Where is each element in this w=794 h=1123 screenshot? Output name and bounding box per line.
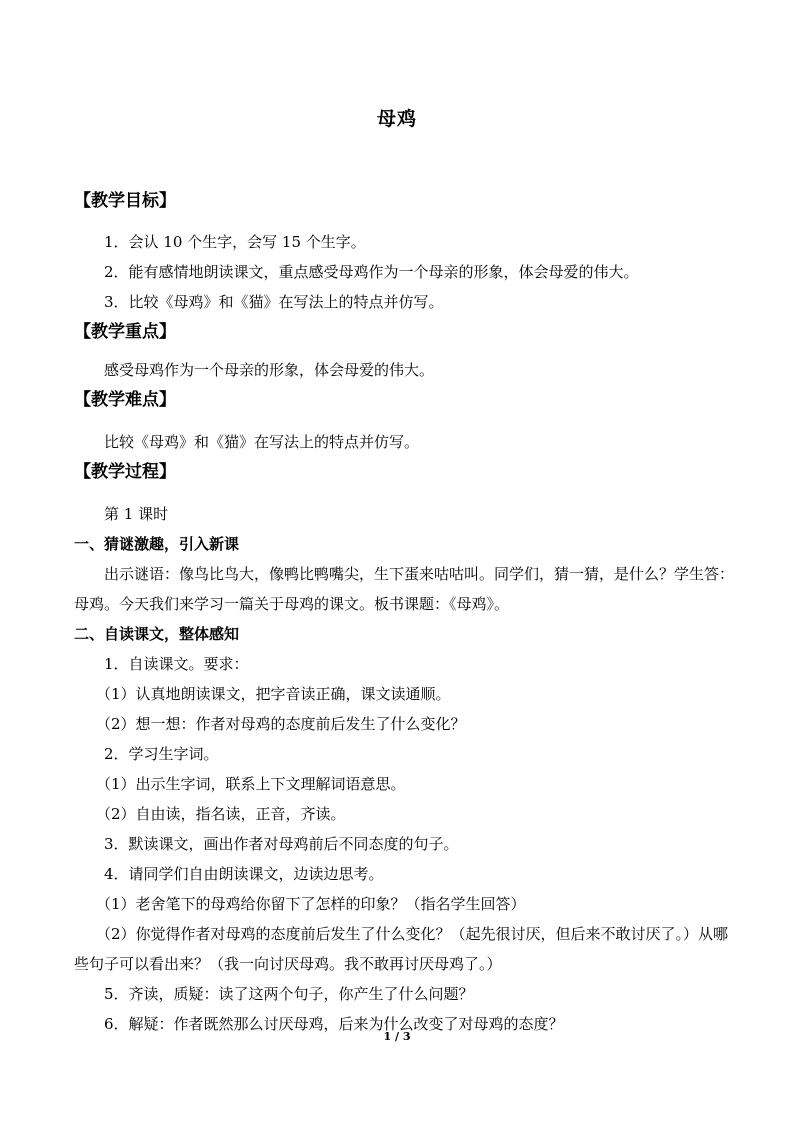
- key-points-heading: 【教学重点】: [74, 322, 176, 342]
- objective-item: 2．能有感情地朗读课文，重点感受母鸡作为一个母亲的形象，体会母爱的伟大。: [104, 263, 639, 281]
- lesson-label: 第 1 课时: [104, 505, 169, 523]
- objective-item: 3．比较《母鸡》和《猫》在写法上的特点并仿写。: [104, 293, 444, 311]
- list-item: （1）出示生字词，联系上下文理解词语意思。: [96, 775, 406, 793]
- list-item: （1）认真地朗读课文，把字音读正确，课文读通顺。: [96, 685, 451, 703]
- list-item: 5．齐读，质疑：读了这两个句子，你产生了什么问题？: [104, 985, 474, 1003]
- difficulties-heading: 【教学难点】: [74, 390, 176, 410]
- list-item: 3．默读课文，画出作者对母鸡前后不同态度的句子。: [104, 835, 459, 853]
- list-item: 2．学习生字词。: [104, 745, 219, 763]
- list-item: 1．自读课文。要求：: [104, 655, 249, 673]
- page-number: 1 / 3: [383, 1030, 411, 1043]
- document-body: [74, 186, 734, 1039]
- list-item: （2）想一想：作者对母鸡的态度前后发生了什么变化？: [96, 715, 466, 733]
- list-item: （1）老舍笔下的母鸡给你留下了怎样的印象？（指名学生回答）: [96, 895, 526, 913]
- objectives-heading: 【教学目标】: [74, 191, 176, 211]
- document-title: 母鸡: [376, 108, 417, 130]
- part1-heading: 一、猜谜激趣，引入新课: [74, 535, 240, 553]
- list-item: 6．解疑：作者既然那么讨厌母鸡，后来为什么改变了对母鸡的态度？: [104, 1015, 564, 1033]
- process-heading: 【教学过程】: [74, 462, 176, 482]
- part2-heading: 二、自读课文，整体感知: [74, 625, 240, 643]
- difficulties-text: 比较《母鸡》和《猫》在写法上的特点并仿写。: [104, 433, 420, 451]
- list-item: 4．请同学们自由朗读课文，边读边思考。: [104, 865, 384, 883]
- part1-text: 出示谜语：像鸟比鸟大，像鸭比鸭嘴尖，生下蛋来咕咕叫。同学们，猜一猜，是什么？学生答：母鸡。今天我们来学习一篇关于母鸡的课文。板书课题：《母鸡》。: [74, 565, 735, 613]
- list-item: （2）自由读，指名读，正音，齐读。: [96, 805, 346, 823]
- key-points-text: 感受母鸡作为一个母亲的形象，体会母爱的伟大。: [104, 361, 435, 379]
- objective-item: 1．会认 10 个生字，会写 15 个生字。: [104, 233, 366, 251]
- list-item-long: （2）你觉得作者对母鸡的态度前后发生了什么变化？（起先很讨厌，但后来不敢讨厌了。）从哪些句子可以看出来？（我一向讨厌母鸡。我不敢再讨厌母鸡了。）: [74, 925, 729, 973]
